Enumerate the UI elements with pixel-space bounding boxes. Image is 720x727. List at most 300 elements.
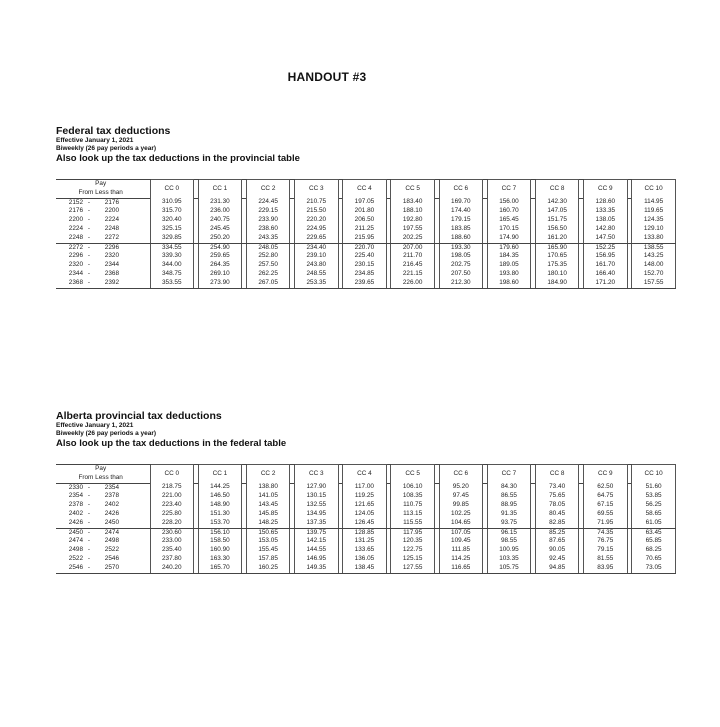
tax-value: 320.40 [150, 216, 193, 225]
tax-value: 160.70 [487, 207, 530, 216]
tax-value: 138.45 [343, 564, 386, 573]
tax-value: 334.55 [150, 243, 193, 252]
tax-value: 94.85 [535, 564, 578, 573]
tax-value: 221.15 [391, 270, 434, 279]
tax-value: 133.35 [584, 207, 627, 216]
pay-range [56, 261, 145, 270]
range-from: 2152 [68, 198, 83, 206]
tax-value: 166.40 [584, 270, 627, 279]
range-dash: - [87, 269, 91, 277]
tax-value: 235.40 [150, 546, 193, 555]
pay-range [56, 546, 145, 555]
tax-value: 127.55 [391, 564, 434, 573]
tax-value: 254.90 [198, 243, 241, 252]
tax-value: 163.30 [198, 555, 241, 564]
tax-value: 139.75 [295, 528, 338, 537]
tax-value: 88.95 [487, 501, 530, 510]
tax-value: 202.25 [391, 234, 434, 243]
tax-value: 150.65 [246, 528, 289, 537]
tax-value: 146.50 [198, 492, 241, 501]
pay-header: Pay [56, 465, 145, 474]
tax-value: 243.80 [295, 261, 338, 270]
column-header: CC 9 [584, 180, 627, 199]
tax-value: 114.95 [632, 198, 676, 207]
range-dash: - [87, 518, 91, 526]
range-from: 2546 [68, 563, 83, 571]
tax-value: 86.55 [487, 492, 530, 501]
tax-value: 165.90 [535, 243, 578, 252]
pay-range [56, 564, 145, 573]
tax-value: 85.25 [535, 528, 578, 537]
tax-value: 105.75 [487, 564, 530, 573]
tax-value: 75.65 [535, 492, 578, 501]
pay-range [56, 252, 145, 261]
tax-value: 131.25 [343, 537, 386, 546]
range-from: 2522 [68, 554, 83, 562]
tax-value: 188.10 [391, 207, 434, 216]
tax-value: 144.55 [295, 546, 338, 555]
tax-value: 339.30 [150, 252, 193, 261]
range-to: 2546 [104, 554, 119, 562]
range-to: 2474 [104, 528, 119, 536]
range-dash: - [87, 207, 91, 215]
tax-value: 160.25 [246, 564, 289, 573]
tax-value: 240.20 [150, 564, 193, 573]
range-to: 2344 [104, 261, 119, 269]
tax-value: 238.60 [246, 225, 289, 234]
tax-value: 269.10 [198, 270, 241, 279]
pay-range [56, 198, 145, 207]
tax-value: 53.85 [632, 492, 676, 501]
range-to: 2320 [104, 252, 119, 260]
tax-value: 193.80 [487, 270, 530, 279]
tax-value: 137.35 [295, 519, 338, 528]
range-to: 2272 [104, 233, 119, 241]
range-from: 2272 [68, 243, 83, 251]
alberta-tax-table [56, 464, 676, 574]
tax-value: 152.25 [584, 243, 627, 252]
tax-value: 215.95 [343, 234, 386, 243]
tax-value: 126.45 [343, 519, 386, 528]
range-dash: - [87, 261, 91, 269]
tax-value: 165.70 [198, 564, 241, 573]
column-header: CC 6 [439, 180, 482, 199]
tax-value: 108.35 [391, 492, 434, 501]
tax-value: 145.85 [246, 510, 289, 519]
table-row [56, 528, 676, 537]
tax-value: 267.05 [246, 279, 289, 288]
column-header: CC 4 [343, 465, 386, 484]
tax-value: 264.35 [198, 261, 241, 270]
tax-value: 147.50 [584, 234, 627, 243]
tax-value: 239.10 [295, 252, 338, 261]
tax-value: 198.05 [439, 252, 482, 261]
range-from: 2200 [68, 216, 83, 224]
tax-value: 104.65 [439, 519, 482, 528]
tax-value: 128.85 [343, 528, 386, 537]
column-header: CC 7 [487, 465, 530, 484]
table-row [56, 537, 676, 546]
tax-value: 226.00 [391, 279, 434, 288]
range-to: 2498 [104, 537, 119, 545]
tax-value: 221.00 [150, 492, 193, 501]
tax-value: 132.55 [295, 501, 338, 510]
tax-value: 136.05 [343, 555, 386, 564]
tax-value: 189.05 [487, 261, 530, 270]
table-row [56, 225, 676, 234]
column-header: CC 2 [246, 465, 289, 484]
table-row [56, 234, 676, 243]
column-header: CC 9 [584, 465, 627, 484]
pay-range [56, 537, 145, 546]
tax-value: 78.05 [535, 501, 578, 510]
tax-value: 225.80 [150, 510, 193, 519]
range-to: 2522 [104, 546, 119, 554]
tax-value: 183.40 [391, 198, 434, 207]
tax-value: 117.95 [391, 528, 434, 537]
tax-value: 233.00 [150, 537, 193, 546]
column-header: CC 5 [391, 465, 434, 484]
pay-header: Pay [56, 180, 145, 189]
tax-value: 149.35 [295, 564, 338, 573]
tax-value: 170.15 [487, 225, 530, 234]
tax-value: 228.20 [150, 519, 193, 528]
range-from: 2296 [68, 252, 83, 260]
range-dash: - [87, 243, 91, 251]
range-from: 2368 [68, 278, 83, 286]
column-header: CC 3 [295, 465, 338, 484]
tax-value: 220.70 [343, 243, 386, 252]
table-row [56, 510, 676, 519]
tax-value: 243.35 [246, 234, 289, 243]
range-dash: - [87, 492, 91, 500]
column-header: CC 0 [150, 465, 193, 484]
range-dash: - [87, 509, 91, 517]
table-row [56, 252, 676, 261]
tax-value: 229.15 [246, 207, 289, 216]
pay-range [56, 225, 145, 234]
tax-value: 152.70 [632, 270, 676, 279]
tax-value: 236.00 [198, 207, 241, 216]
range-to: 2224 [104, 216, 119, 224]
tax-value: 179.15 [439, 216, 482, 225]
tax-value: 207.00 [391, 243, 434, 252]
tax-value: 99.85 [439, 501, 482, 510]
tax-value: 144.25 [198, 483, 241, 492]
tax-value: 142.30 [535, 198, 578, 207]
range-to: 2368 [104, 269, 119, 277]
tax-value: 230.60 [150, 528, 193, 537]
tax-value: 201.80 [343, 207, 386, 216]
alberta-title: Alberta provincial tax deductions [56, 410, 222, 422]
pay-range [56, 528, 145, 537]
pay-range [56, 279, 145, 288]
tax-value: 138.55 [632, 243, 676, 252]
tax-value: 110.75 [391, 501, 434, 510]
range-dash: - [87, 483, 91, 491]
tax-value: 79.15 [584, 546, 627, 555]
tax-value: 192.80 [391, 216, 434, 225]
range-dash: - [87, 233, 91, 241]
range-from: 2248 [68, 233, 83, 241]
tax-value: 151.75 [535, 216, 578, 225]
handout-title: HANDOUT #3 [287, 70, 367, 84]
pay-range [56, 501, 145, 510]
tax-value: 248.55 [295, 270, 338, 279]
tax-value: 153.05 [246, 537, 289, 546]
tax-value: 67.15 [584, 501, 627, 510]
range-dash: - [87, 252, 91, 260]
tax-value: 114.25 [439, 555, 482, 564]
tax-value: 211.25 [343, 225, 386, 234]
tax-value: 310.95 [150, 198, 193, 207]
tax-value: 160.90 [198, 546, 241, 555]
tax-value: 124.05 [343, 510, 386, 519]
range-dash: - [87, 563, 91, 571]
tax-value: 133.80 [632, 234, 676, 243]
tax-value: 240.75 [198, 216, 241, 225]
column-header: CC 10 [632, 465, 676, 484]
range-from: 2354 [68, 492, 83, 500]
tax-value: 216.45 [391, 261, 434, 270]
tax-value: 87.65 [535, 537, 578, 546]
column-header: CC 8 [535, 465, 578, 484]
tax-value: 329.85 [150, 234, 193, 243]
tax-value: 156.10 [198, 528, 241, 537]
tax-value: 193.30 [439, 243, 482, 252]
alberta-section [56, 410, 676, 574]
range-to: 2570 [104, 563, 119, 571]
tax-value: 250.20 [198, 234, 241, 243]
column-header: CC 0 [150, 180, 193, 199]
tax-value: 158.50 [198, 537, 241, 546]
column-header: CC 7 [487, 180, 530, 199]
range-from: 2426 [68, 518, 83, 526]
range-to: 2392 [104, 278, 119, 286]
tax-value: 259.65 [198, 252, 241, 261]
tax-value: 245.45 [198, 225, 241, 234]
table-row [56, 198, 676, 207]
tax-value: 174.40 [439, 207, 482, 216]
tax-value: 129.10 [632, 225, 676, 234]
tax-value: 198.60 [487, 279, 530, 288]
tax-value: 257.50 [246, 261, 289, 270]
tax-value: 65.85 [632, 537, 676, 546]
table-row [56, 501, 676, 510]
table-row [56, 546, 676, 555]
tax-value: 325.15 [150, 225, 193, 234]
tax-value: 103.35 [487, 555, 530, 564]
range-to: 2402 [104, 501, 119, 509]
tax-value: 56.25 [632, 501, 676, 510]
range-from: 2176 [68, 207, 83, 215]
tax-value: 202.75 [439, 261, 482, 270]
tax-value: 231.30 [198, 198, 241, 207]
range-to: 2378 [104, 492, 119, 500]
range-dash: - [87, 501, 91, 509]
tax-value: 148.00 [632, 261, 676, 270]
tax-value: 155.45 [246, 546, 289, 555]
tax-value: 61.05 [632, 519, 676, 528]
tax-value: 133.65 [343, 546, 386, 555]
tax-value: 117.00 [343, 483, 386, 492]
tax-value: 73.40 [535, 483, 578, 492]
tax-value: 97.45 [439, 492, 482, 501]
range-from: 2320 [68, 261, 83, 269]
alberta-effective: Effective January 1, 2021 [56, 422, 134, 429]
pay-range [56, 234, 145, 243]
tax-value: 165.45 [487, 216, 530, 225]
tax-value: 142.15 [295, 537, 338, 546]
pay-range [56, 492, 145, 501]
federal-title: Federal tax deductions [56, 125, 171, 137]
range-from: 2330 [68, 483, 83, 491]
tax-value: 233.90 [246, 216, 289, 225]
range-from: 2450 [68, 528, 83, 536]
pay-range [56, 270, 145, 279]
tax-value: 188.60 [439, 234, 482, 243]
tax-value: 51.60 [632, 483, 676, 492]
tax-value: 100.95 [487, 546, 530, 555]
tax-value: 96.15 [487, 528, 530, 537]
tax-value: 180.10 [535, 270, 578, 279]
range-dash: - [87, 537, 91, 545]
tax-value: 156.50 [535, 225, 578, 234]
column-header: CC 4 [343, 180, 386, 199]
range-dash: - [87, 224, 91, 232]
tax-value: 220.20 [295, 216, 338, 225]
tax-value: 148.25 [246, 519, 289, 528]
tax-value: 74.35 [584, 528, 627, 537]
tax-value: 124.35 [632, 216, 676, 225]
tax-value: 120.35 [391, 537, 434, 546]
tax-value: 125.15 [391, 555, 434, 564]
tax-value: 76.75 [584, 537, 627, 546]
pay-range [56, 207, 145, 216]
range-to: 2200 [104, 207, 119, 215]
tax-value: 119.25 [343, 492, 386, 501]
column-header: CC 6 [439, 465, 482, 484]
tax-value: 161.70 [584, 261, 627, 270]
federal-period: Biweekly (26 pay periods a year) [56, 145, 157, 152]
tax-value: 128.60 [584, 198, 627, 207]
federal-note: Also look up the tax deductions in the provincial table [56, 153, 300, 164]
tax-value: 353.55 [150, 279, 193, 288]
federal-section [56, 125, 676, 289]
tax-value: 71.95 [584, 519, 627, 528]
range-from: 2378 [68, 501, 83, 509]
table-row [56, 564, 676, 573]
tax-value: 156.95 [584, 252, 627, 261]
tax-value: 64.75 [584, 492, 627, 501]
tax-value: 206.50 [343, 216, 386, 225]
table-row [56, 483, 676, 492]
tax-value: 102.25 [439, 510, 482, 519]
tax-value: 142.80 [584, 225, 627, 234]
tax-value: 93.75 [487, 519, 530, 528]
tax-value: 138.05 [584, 216, 627, 225]
range-to: 2248 [104, 224, 119, 232]
column-header: CC 3 [295, 180, 338, 199]
tax-value: 81.55 [584, 555, 627, 564]
alberta-period: Biweekly (26 pay periods a year) [56, 430, 157, 437]
tax-value: 92.45 [535, 555, 578, 564]
tax-value: 143.45 [246, 501, 289, 510]
tax-value: 138.80 [246, 483, 289, 492]
table-row [56, 261, 676, 270]
tax-value: 62.50 [584, 483, 627, 492]
alberta-note: Also look up the tax deductions in the federal table [56, 438, 287, 449]
tax-value: 225.40 [343, 252, 386, 261]
tax-value: 146.95 [295, 555, 338, 564]
tax-value: 73.05 [632, 564, 676, 573]
column-header: CC 1 [198, 180, 241, 199]
tax-value: 147.05 [535, 207, 578, 216]
table-row [56, 492, 676, 501]
tax-value: 197.05 [343, 198, 386, 207]
table-row [56, 243, 676, 252]
tax-value: 262.25 [246, 270, 289, 279]
tax-value: 234.85 [343, 270, 386, 279]
range-dash: - [87, 216, 91, 224]
range-dash: - [87, 278, 91, 286]
pay-range [56, 243, 145, 252]
range-from: 2498 [68, 546, 83, 554]
column-header: CC 1 [198, 465, 241, 484]
tax-value: 70.65 [632, 555, 676, 564]
tax-value: 157.85 [246, 555, 289, 564]
tax-value: 253.35 [295, 279, 338, 288]
tax-value: 141.05 [246, 492, 289, 501]
tax-value: 116.65 [439, 564, 482, 573]
tax-value: 63.45 [632, 528, 676, 537]
from-less-than-header: From Less than [56, 474, 145, 483]
tax-value: 153.70 [198, 519, 241, 528]
tax-value: 210.75 [295, 198, 338, 207]
range-dash: - [87, 554, 91, 562]
tax-value: 170.65 [535, 252, 578, 261]
tax-value: 348.75 [150, 270, 193, 279]
tax-value: 115.55 [391, 519, 434, 528]
tax-value: 95.20 [439, 483, 482, 492]
tax-value: 148.90 [198, 501, 241, 510]
pay-range [56, 555, 145, 564]
tax-value: 224.45 [246, 198, 289, 207]
tax-value: 273.90 [198, 279, 241, 288]
tax-value: 212.30 [439, 279, 482, 288]
range-from: 2224 [68, 224, 83, 232]
tax-value: 169.70 [439, 198, 482, 207]
tax-value: 119.65 [632, 207, 676, 216]
tax-value: 174.90 [487, 234, 530, 243]
tax-value: 344.00 [150, 261, 193, 270]
tax-value: 151.30 [198, 510, 241, 519]
tax-value: 223.40 [150, 501, 193, 510]
tax-value: 229.65 [295, 234, 338, 243]
pay-range [56, 519, 145, 528]
tax-value: 84.30 [487, 483, 530, 492]
range-to: 2296 [104, 243, 119, 251]
from-less-than-header: From Less than [56, 189, 145, 198]
column-header: CC 5 [391, 180, 434, 199]
tax-value: 248.05 [246, 243, 289, 252]
tax-value: 109.45 [439, 537, 482, 546]
tax-value: 197.55 [391, 225, 434, 234]
tax-value: 234.40 [295, 243, 338, 252]
tax-value: 175.35 [535, 261, 578, 270]
range-from: 2344 [68, 269, 83, 277]
tax-value: 90.05 [535, 546, 578, 555]
